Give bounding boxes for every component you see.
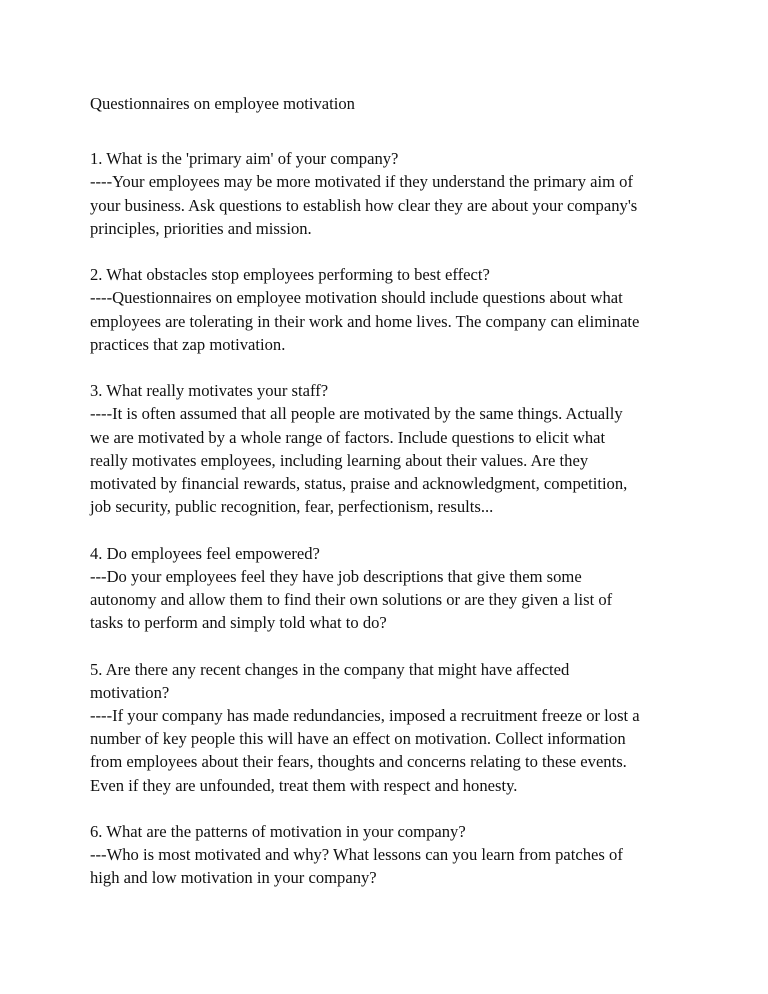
answer-line: ----Questionnaires on employee motivation should include questions about what (90, 288, 623, 308)
question-text: motivation? (90, 682, 170, 702)
question-section-3 (90, 379, 690, 518)
question-section-4 (90, 542, 690, 635)
answer-line: job security, public recognition, fear, perfectionism, results... (90, 497, 494, 517)
question-section-6 (90, 820, 690, 890)
answer-line: your business. Ask questions to establish how clear they are about your company's (90, 195, 638, 215)
answer-line: ----It is often assumed that all people are motivated by the same things. Actually (90, 404, 623, 424)
answer-line: tasks to perform and simply told what to do? (90, 613, 387, 633)
question-text: 5. Are there any recent changes in the company that might have affected (90, 659, 570, 679)
answer-line: high and low motivation in your company? (90, 868, 377, 888)
question-text: 2. What obstacles stop employees performing to best effect? (90, 265, 490, 285)
question-text: 4. Do employees feel empowered? (90, 543, 320, 563)
document-body (90, 92, 690, 890)
question-section-1 (90, 147, 690, 240)
answer-line: ---Do your employees feel they have job descriptions that give them some (90, 566, 582, 586)
answer-line: Even if they are unfounded, treat them with respect and honesty. (90, 775, 518, 795)
answer-line: we are motivated by a whole range of factors. Include questions to elicit what (90, 427, 606, 447)
answer-line: practices that zap motivation. (90, 334, 286, 354)
answer-line: ---Who is most motivated and why? What lessons can you learn from patches of (90, 845, 623, 865)
question-section-2 (90, 263, 690, 356)
question-text: 6. What are the patterns of motivation in your company? (90, 822, 466, 842)
answer-line: really motivates employees, including learning about their values. Are they (90, 450, 589, 470)
answer-line: number of key people this will have an effect on motivation. Collect information (90, 729, 626, 749)
document-title: Questionnaires on employee motivation (90, 94, 355, 113)
answer-line: principles, priorities and mission. (90, 218, 312, 238)
title-spacer (90, 115, 690, 147)
answer-line: motivated by financial rewards, status, praise and acknowledgment, competition, (90, 474, 628, 494)
answer-line: ----If your company has made redundancies, imposed a recruitment freeze or lost a (90, 706, 640, 726)
answer-line: from employees about their fears, thoughts and concerns relating to these events. (90, 752, 627, 772)
question-text: 1. What is the 'primary aim' of your company? (90, 149, 399, 169)
answer-line: employees are tolerating in their work and home lives. The company can eliminate (90, 311, 640, 331)
answer-line: autonomy and allow them to find their own solutions or are they given a list of (90, 590, 613, 610)
question-text: 3. What really motivates your staff? (90, 381, 329, 401)
answer-line: ----Your employees may be more motivated if they understand the primary aim of (90, 172, 633, 192)
question-section-5 (90, 658, 690, 797)
